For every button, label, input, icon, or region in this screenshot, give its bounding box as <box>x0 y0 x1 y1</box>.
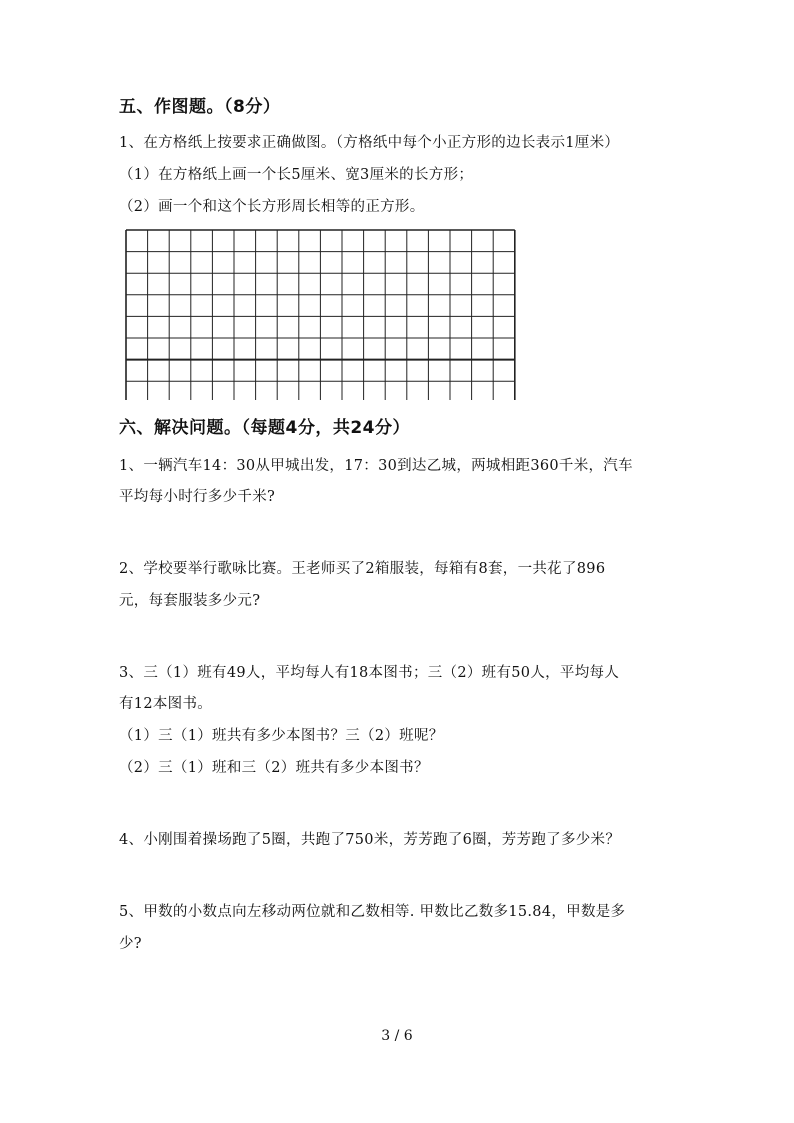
section-6-heading: 六、解决问题。（每题4分，共24分） <box>119 418 410 438</box>
question-5-1-intro: 1、在方格纸上按要求正确做图。（方格纸中每个小正方形的边长表示1厘米） <box>119 135 620 151</box>
question-6-5-line-1: 5、甲数的小数点向左移动两位就和乙数相等. 甲数比乙数多15.84，甲数是多 <box>119 904 626 920</box>
question-6-4-line-1: 4、小刚围着操场跑了5圈，共跑了750米，芳芳跑了6圈，芳芳跑了多少米？ <box>119 832 621 848</box>
question-5-1-part-2: （2）画一个和这个长方形周长相等的正方形。 <box>119 199 425 215</box>
question-6-2-line-1: 2、学校要举行歌咏比赛。王老师买了2箱服装，每箱有8套，一共花了896 <box>119 561 606 577</box>
section-5-heading: 五、作图题。（8分） <box>119 97 281 117</box>
question-6-3-part-1: （1）三（1）班共有多少本图书？三（2）班呢？ <box>119 728 444 744</box>
question-5-1-part-1: （1）在方格纸上画一个长5厘米、宽3厘米的长方形； <box>119 167 474 183</box>
question-6-3-part-2: （2）三（1）班和三（2）班共有多少本图书？ <box>119 760 429 776</box>
question-6-3-line-2: 有12本图书。 <box>119 696 213 712</box>
question-6-2-line-2: 元，每套服装多少元? <box>119 593 261 609</box>
page-number: 3 / 6 <box>381 1028 413 1044</box>
question-6-1-line-2: 平均每小时行多少千米? <box>119 489 276 505</box>
question-6-3-line-1: 3、三（1）班有49人，平均每人有18本图书；三（2）班有50人，平均每人 <box>119 665 620 681</box>
square-grid-paper <box>124 228 524 400</box>
question-6-5-line-2: 少? <box>119 936 142 952</box>
question-6-1-line-1: 1、一辆汽车14：30从甲城出发，17：30到达乙城，两城相距360千米，汽车 <box>119 458 633 474</box>
